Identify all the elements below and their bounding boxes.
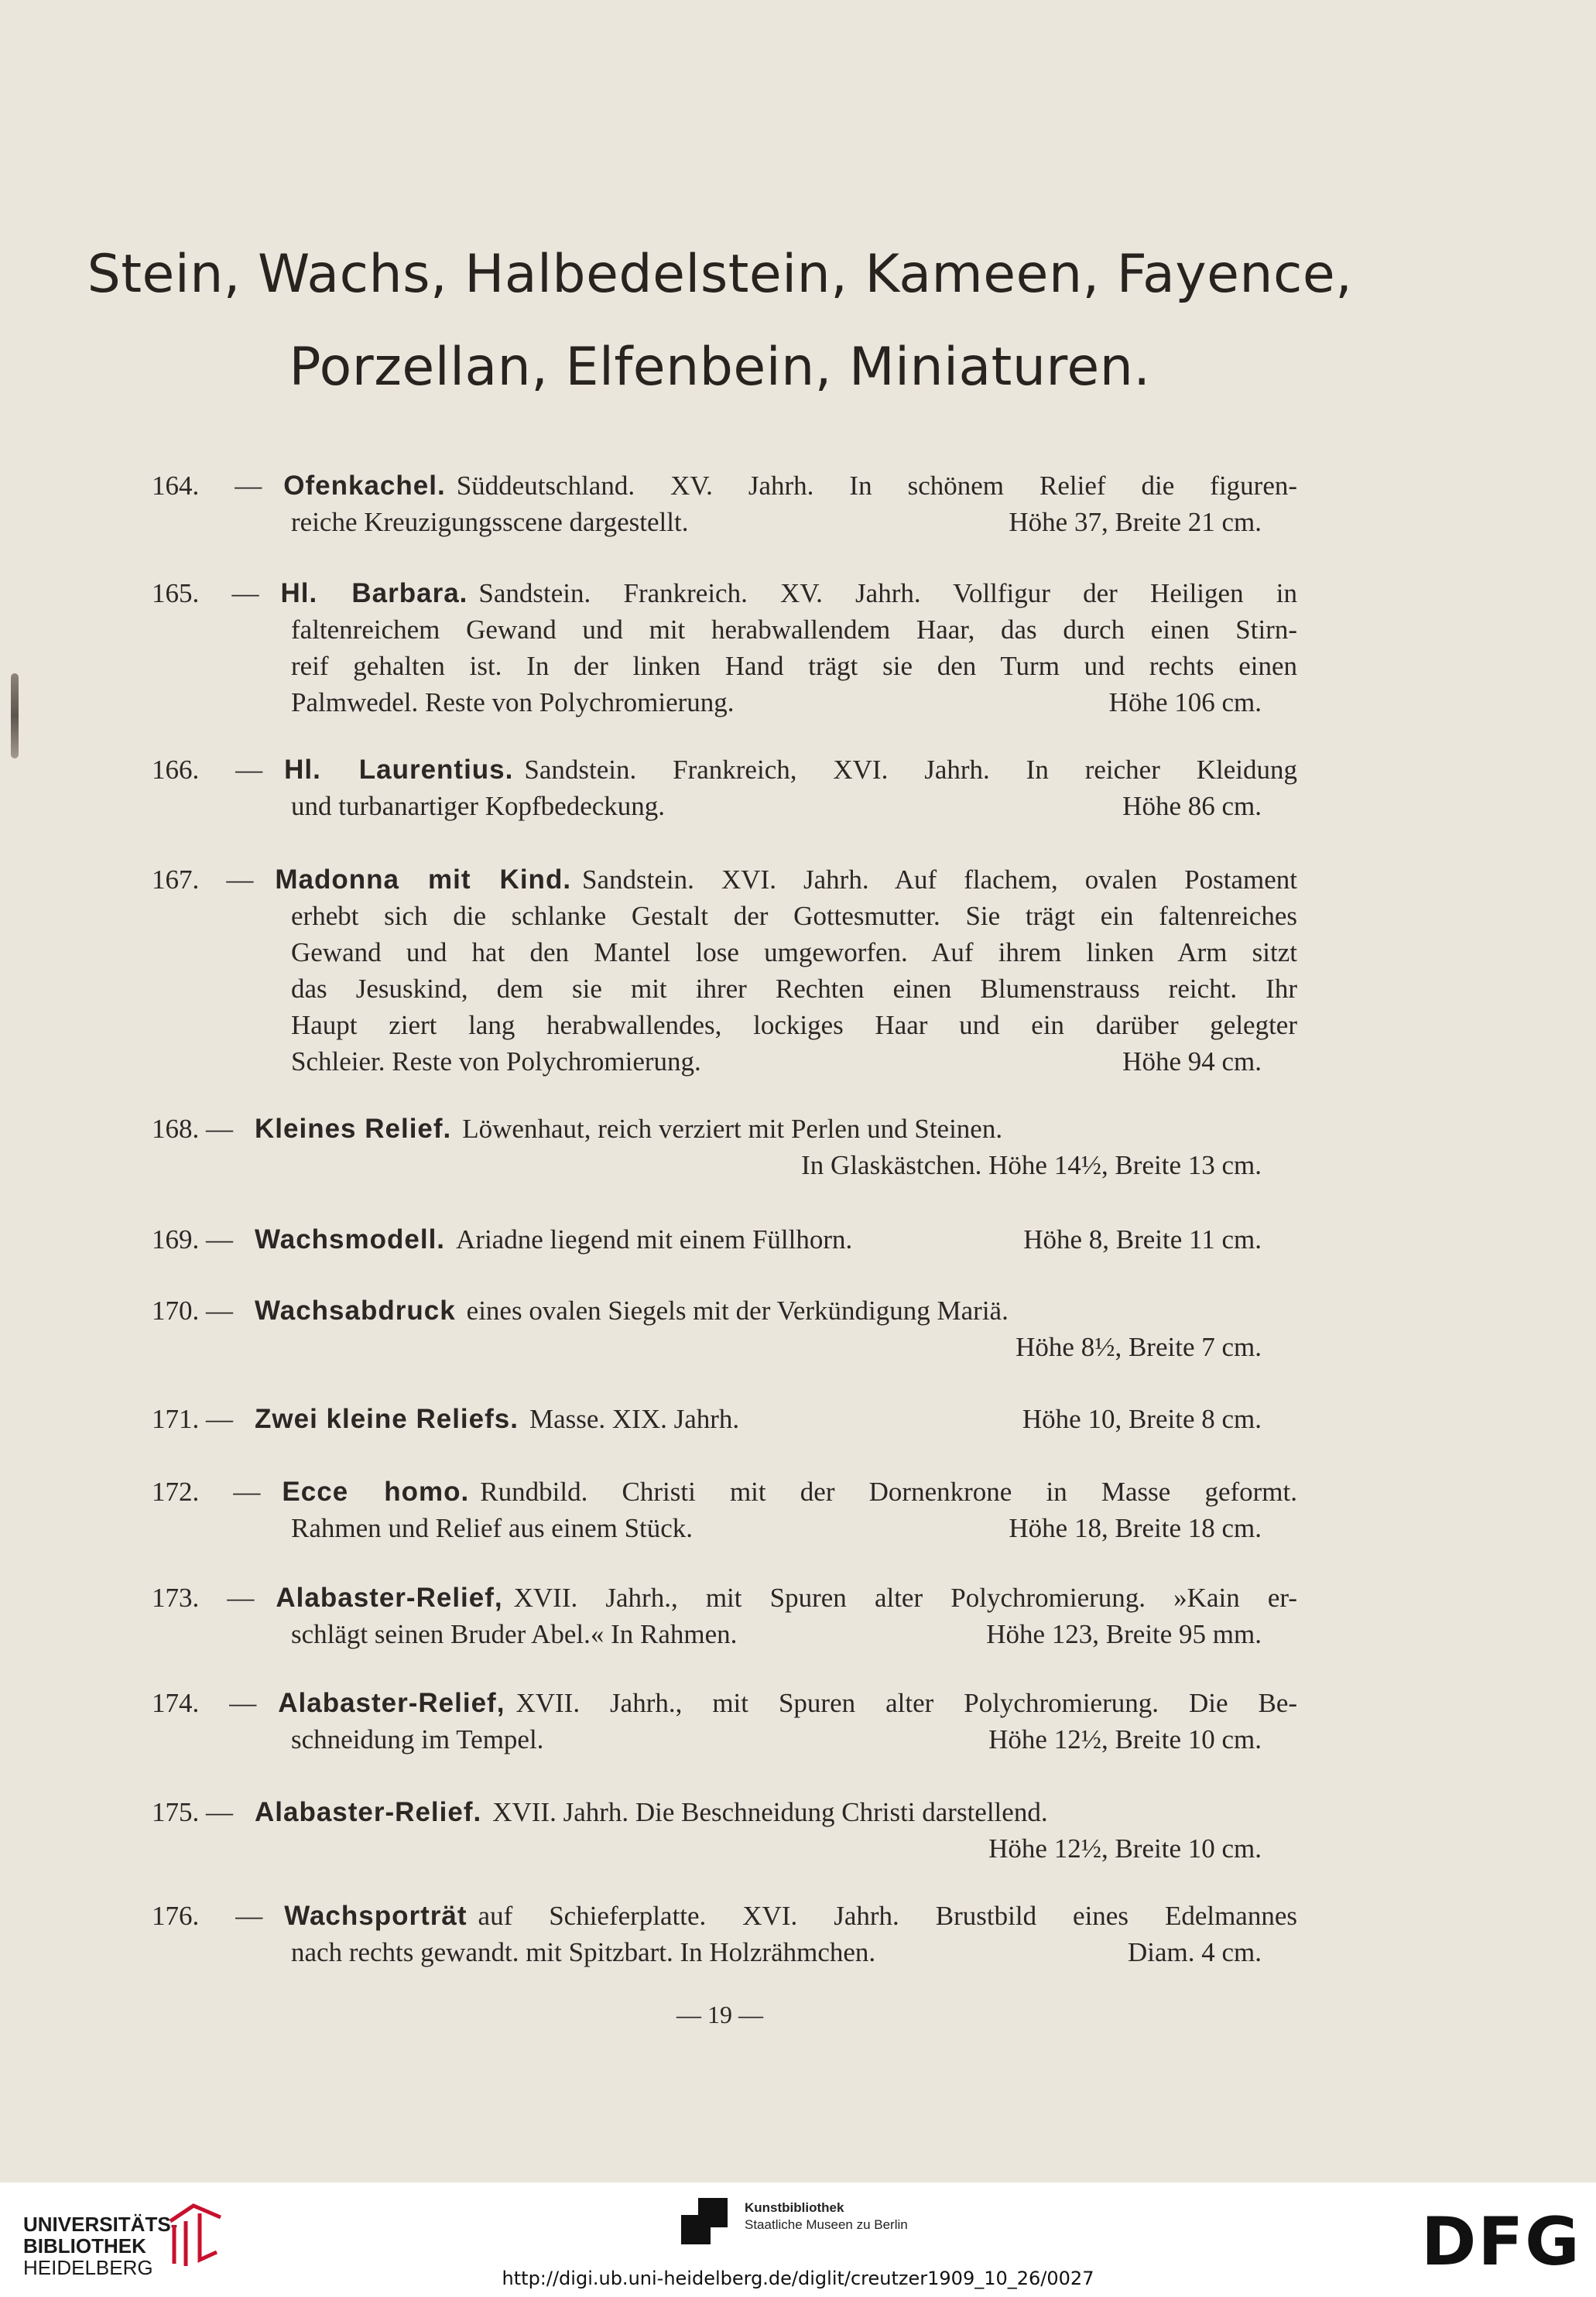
entry-title: Alabaster-Relief. [255, 1797, 482, 1827]
entry-last-line [152, 1329, 1297, 1365]
entry-first-line [152, 1292, 1297, 1329]
entry-number: 173. — [152, 1583, 255, 1613]
catalog-entry [152, 467, 1297, 540]
entry-measurements: Höhe 106 cm. [1108, 687, 1262, 717]
entry-last-line [152, 1721, 1297, 1758]
title-line-1: Stein, Wachs, Halbedelstein, Kameen, Fayence, [87, 244, 1353, 305]
catalog-entry [152, 1292, 1297, 1365]
entry-title: Alabaster-Relief, [276, 1583, 503, 1613]
entry-number: 169. — [152, 1224, 233, 1255]
entry-number: 166. — [152, 755, 263, 785]
entry-title: Zwei kleine Reliefs. [255, 1404, 519, 1434]
entry-first-line [152, 1221, 1297, 1258]
catalog-entry [152, 1401, 1297, 1437]
entry-continuation-line: faltenreichem Gewand und mit herabwallendem Haar, das durch einen Stirn- [291, 614, 1297, 645]
entry-continuation-line: Haupt ziert lang herabwallendes, lockiges Haar und ein darüber gelegter [291, 1010, 1297, 1040]
entry-first-line [152, 575, 1297, 611]
entry-continuation-line: erhebt sich die schlanke Gestalt der Gottesmutter. Sie trägt ein faltenreiches [291, 901, 1297, 931]
entry-last-text: und turbanartiger Kopfbedeckung. [291, 791, 666, 821]
ub-emblem-icon [163, 2198, 224, 2268]
entry-measurements: In Glaskästchen. Höhe 14½, Breite 13 cm. [801, 1150, 1262, 1180]
entry-measurements: Höhe 12½, Breite 10 cm. [988, 1833, 1262, 1864]
entry-first-line [152, 861, 1297, 898]
entry-description: Rundbild. Christi mit der Dornenkrone in Masse geformt. [480, 1477, 1298, 1507]
entry-continuation-line: Gewand und hat den Mantel lose umgeworfen. Auf ihrem linken Arm sitzt [291, 937, 1297, 967]
entry-continuation-line: das Jesuskind, dem sie mit ihrer Rechten einen Blumenstrauss reicht. Ihr [291, 974, 1297, 1004]
entry-description: XVII. Jahrh., mit Spuren alter Polychromierung. Die Be- [515, 1688, 1298, 1718]
entry-description: XVII. Jahrh., mit Spuren alter Polychromierung. »Kain er- [513, 1583, 1298, 1613]
entry-description: Sandstein. Frankreich. XV. Jahrh. Vollfigur der Heiligen in [478, 578, 1298, 608]
entry-title: Ecce homo. [282, 1477, 470, 1507]
entry-last-text: Rahmen und Relief aus einem Stück. [291, 1513, 694, 1543]
entry-first-line [152, 1401, 1297, 1437]
entry-description: XVII. Jahrh. Die Beschneidung Christi darstellend. [492, 1797, 1048, 1827]
entry-last-line [152, 1043, 1297, 1080]
entry-title: Wachsmodell. [255, 1224, 446, 1255]
ub-line-3: HEIDELBERG [23, 2256, 153, 2279]
entry-number: 174. — [152, 1688, 257, 1718]
catalog-entry [152, 751, 1297, 824]
catalog-entry [152, 1794, 1297, 1867]
entry-measurements: Höhe 94 cm. [1122, 1046, 1262, 1077]
entry-title: Wachsporträt [284, 1901, 467, 1931]
kb-line-1: Kunstbibliothek [745, 2200, 844, 2215]
entry-first-line [152, 1794, 1297, 1830]
entry-description: Süddeutschland. XV. Jahrh. In schönem Relief die figuren- [456, 471, 1298, 501]
entry-description: Ariadne liegend mit einem Füllhorn. [456, 1224, 853, 1255]
entry-number: 176. — [152, 1901, 263, 1931]
entry-description: Sandstein. XVI. Jahrh. Auf flachem, ovalen Postament [582, 864, 1297, 895]
entry-measurements: Höhe 86 cm. [1122, 791, 1262, 821]
entry-description: Löwenhaut, reich verziert mit Perlen und Steinen. [462, 1114, 1003, 1144]
entry-last-line [152, 684, 1297, 721]
title-line-2: Porzellan, Elfenbein, Miniaturen. [289, 337, 1151, 398]
entry-last-text: schneidung im Tempel. [291, 1724, 544, 1754]
entry-last-line [152, 504, 1297, 540]
catalog-entry [152, 861, 1297, 1080]
catalog-entry [152, 1898, 1297, 1970]
entry-measurements: Diam. 4 cm. [1127, 1937, 1262, 1967]
kunstbibliothek-logo[interactable] [745, 2199, 908, 2234]
entry-first-line [152, 467, 1297, 504]
entry-number: 170. — [152, 1296, 233, 1326]
entry-measurements: Höhe 18, Breite 18 cm. [1009, 1513, 1262, 1543]
entry-number: 172. — [152, 1477, 261, 1507]
ub-line-2: BIBLIOTHEK [23, 2234, 146, 2258]
entry-last-line [152, 788, 1297, 824]
entry-first-line [152, 1685, 1297, 1721]
margin-mark [11, 673, 19, 758]
ub-line-1: UNIVERSITÄTS- [23, 2213, 178, 2236]
catalog-entry [152, 1111, 1297, 1183]
entry-last-text: nach rechts gewandt. mit Spitzbart. In Holzrähmchen. [291, 1937, 876, 1967]
entry-number: 167. — [152, 864, 254, 895]
source-url[interactable]: http://digi.ub.uni-heidelberg.de/diglit/creutzer1909_10_26/0027 [502, 2268, 1094, 2289]
entry-number: 165. — [152, 578, 259, 608]
entry-title: Wachsabdruck [255, 1296, 456, 1326]
entry-last-line [152, 1147, 1297, 1183]
catalog-entry [152, 1580, 1297, 1652]
entry-last-line [152, 1510, 1297, 1546]
entry-number: 175. — [152, 1797, 233, 1827]
entry-title: Kleines Relief. [255, 1114, 452, 1144]
kb-line-2: Staatliche Museen zu Berlin [745, 2217, 908, 2232]
entry-continuation-line: reif gehalten ist. In der linken Hand trägt sie den Turm und rechts einen [291, 651, 1297, 681]
entry-description: Masse. XIX. Jahrh. [529, 1404, 740, 1434]
entry-title: Hl. Laurentius. [284, 755, 514, 785]
entry-measurements: Höhe 10, Breite 8 cm. [1022, 1404, 1262, 1434]
catalog-entry [152, 1685, 1297, 1758]
entry-title: Alabaster-Relief, [278, 1688, 505, 1718]
entry-measurements: Höhe 12½, Breite 10 cm. [988, 1724, 1262, 1754]
entry-first-line [152, 751, 1297, 788]
entry-measurements: Höhe 8½, Breite 7 cm. [1015, 1332, 1262, 1362]
entry-measurements: Höhe 123, Breite 95 mm. [986, 1619, 1262, 1649]
entry-title: Madonna mit Kind. [275, 864, 572, 895]
entry-last-text: reiche Kreuzigungsscene dargestellt. [291, 507, 689, 537]
entry-first-line [152, 1111, 1297, 1147]
page-number: — 19 — [676, 2001, 763, 2028]
entry-last-text: Palmwedel. Reste von Polychromierung. [291, 687, 735, 717]
entry-description: Sandstein. Frankreich, XVI. Jahrh. In reicher Kleidung [524, 755, 1297, 785]
entry-number: 168. — [152, 1114, 233, 1144]
entry-title: Hl. Barbara. [280, 578, 468, 608]
entry-description: auf Schieferplatte. XVI. Jahrh. Brustbild eines Edelmannes [478, 1901, 1297, 1931]
entry-first-line [152, 1474, 1297, 1510]
entry-first-line [152, 1898, 1297, 1934]
entry-description: eines ovalen Siegels mit der Verkündigung Mariä. [466, 1296, 1009, 1326]
page-title [0, 228, 1440, 414]
entry-title: Ofenkachel. [283, 471, 446, 501]
dfg-logo[interactable]: DFG [1421, 2203, 1581, 2281]
catalog-entry [152, 575, 1297, 721]
entry-last-text: schlägt seinen Bruder Abel.« In Rahmen. [291, 1619, 738, 1649]
catalog-entry [152, 1221, 1297, 1258]
entry-number: 171. — [152, 1404, 233, 1434]
entry-first-line [152, 1580, 1297, 1616]
entry-measurements: Höhe 8, Breite 11 cm. [1023, 1224, 1262, 1255]
entry-last-line [152, 1830, 1297, 1867]
entry-last-line [152, 1616, 1297, 1652]
entry-measurements: Höhe 37, Breite 21 cm. [1009, 507, 1262, 537]
entry-last-line [152, 1934, 1297, 1970]
entry-number: 164. — [152, 471, 262, 501]
kunstbibliothek-icon [681, 2198, 728, 2244]
catalog-entry [152, 1474, 1297, 1546]
entry-last-text: Schleier. Reste von Polychromierung. [291, 1046, 701, 1077]
